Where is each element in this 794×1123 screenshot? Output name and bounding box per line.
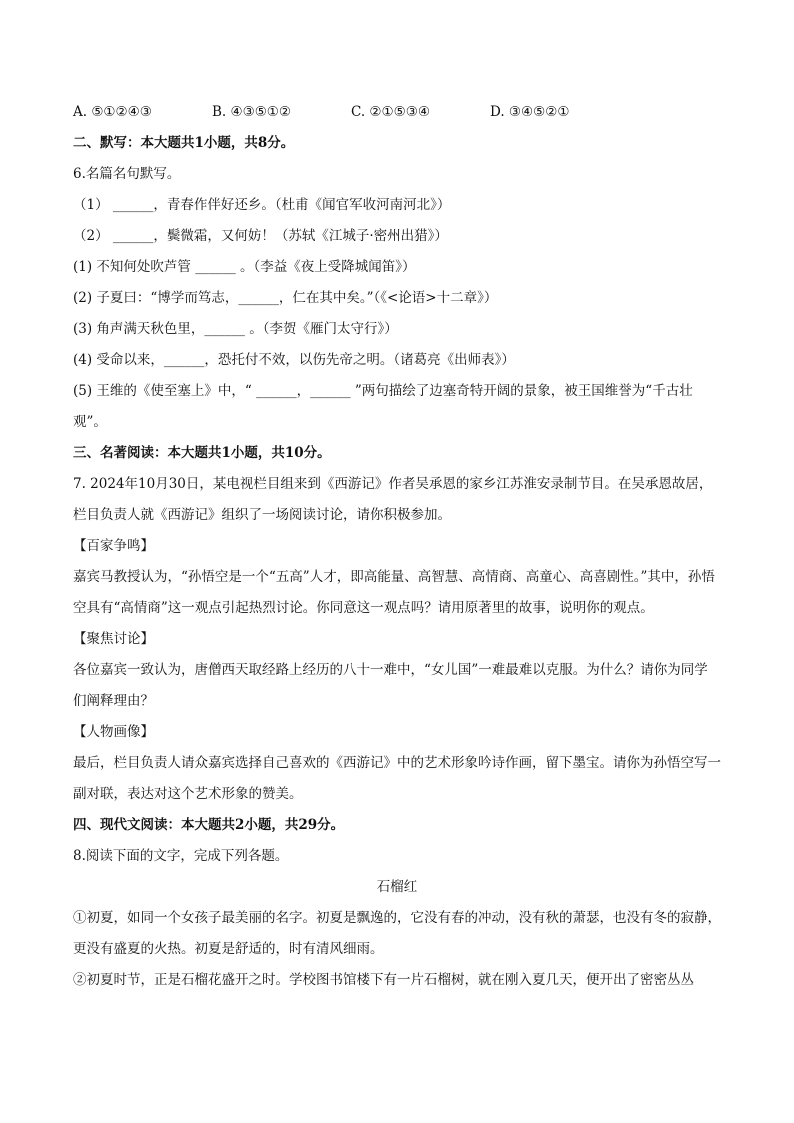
option-b: B. ④③⑤①② bbox=[212, 104, 292, 120]
question-6-stem: 6.名篇名句默写。 bbox=[73, 166, 181, 182]
question-7-intro: 7. 2024年10月30日，某电视栏目组来到《西游记》作者吴承恩的家乡江苏淮安录制节目。在吴承恩故居，栏目负责人就《西游记》组织了一场阅读讨论，请你积极参加。 bbox=[73, 476, 713, 523]
option-a: A. ⑤①②④③ bbox=[73, 104, 152, 120]
question-6-line: (2) 子夏曰：“博学而笃志，______，仁在其中矣。”（《<论语>十二章》） bbox=[73, 290, 498, 306]
question-7-text: 各位嘉宾一致认为，唐僧西天取经路上经历的八十一难中，“女儿国”一难最难以克服。为什么？请你为同学们阐释理由？ bbox=[73, 662, 708, 709]
document-page bbox=[73, 97, 721, 996]
question-8-stem: 8.阅读下面的文字，完成下列各题。 bbox=[73, 848, 289, 864]
question-7-text: 嘉宾马教授认为，“孙悟空是一个“五高”人才，即高能量、高智慧、高情商、高童心、高喜剧性。”其中，孙悟空具有“高情商”这一观点引起热烈讨论。你同意这一观点吗？请用原著里的故事，说明你的观点。 bbox=[73, 569, 715, 616]
question-6-line: （2） ______，鬓微霜，又何妨！（苏轼《江城子·密州出猎》） bbox=[73, 228, 448, 244]
question-6-line: (1) 不知何处吹芦管 ______ 。（李益《夜上受降城闻笛》） bbox=[73, 259, 416, 275]
question-6-line: (3) 角声满天秋色里，______ 。（李贺《雁门太守行》） bbox=[73, 321, 398, 337]
article-paragraph: ①初夏，如同一个女孩子最美丽的名字。初夏是飘逸的，它没有春的冲动，没有秋的萧瑟，也没有冬的寂静，更没有盛夏的火热。初夏是舒适的，时有清风细雨。 bbox=[73, 910, 721, 957]
option-c: C. ②①⑤③④ bbox=[351, 104, 430, 120]
question-7-heading: 【聚焦讨论】 bbox=[73, 631, 154, 647]
answer-options bbox=[73, 97, 721, 128]
article-title: 石榴红 bbox=[376, 879, 418, 895]
section-title-classics: 三、名著阅读：本大题共1小题，共10分。 bbox=[73, 445, 331, 461]
question-6-line: （1） ______，青春作伴好还乡。（杜甫《闻官军收河南河北》） bbox=[73, 197, 451, 213]
question-7-heading: 【人物画像】 bbox=[73, 724, 154, 740]
article-paragraph: ②初夏时节，正是石榴花盛开之时。学校图书馆楼下有一片石榴树，就在刚入夏几天，便开出了密密丛丛 bbox=[73, 972, 694, 988]
section-title-modern-reading: 四、现代文阅读：本大题共2小题，共29分。 bbox=[73, 817, 345, 833]
question-7-heading: 【百家争鸣】 bbox=[73, 538, 154, 554]
question-6-line: (4) 受命以来，______，恐托付不效，以伤先帝之明。（诸葛亮《出师表》） bbox=[73, 352, 515, 368]
section-title-dictation: 二、默写：本大题共1小题，共8分。 bbox=[73, 135, 295, 151]
question-6-line: (5) 王维的《使至塞上》中，“ ______，______ ”两句描绘了边塞奇特开阔的景象，被王国维誉为“千古壮观”。 bbox=[73, 383, 693, 430]
question-7-text: 最后，栏目负责人请众嘉宾选择自己喜欢的《西游记》中的艺术形象吟诗作画，留下墨宝。请你为孙悟空写一副对联，表达对这个艺术形象的赞美。 bbox=[73, 755, 721, 802]
option-d: D. ③④⑤②① bbox=[490, 104, 570, 120]
